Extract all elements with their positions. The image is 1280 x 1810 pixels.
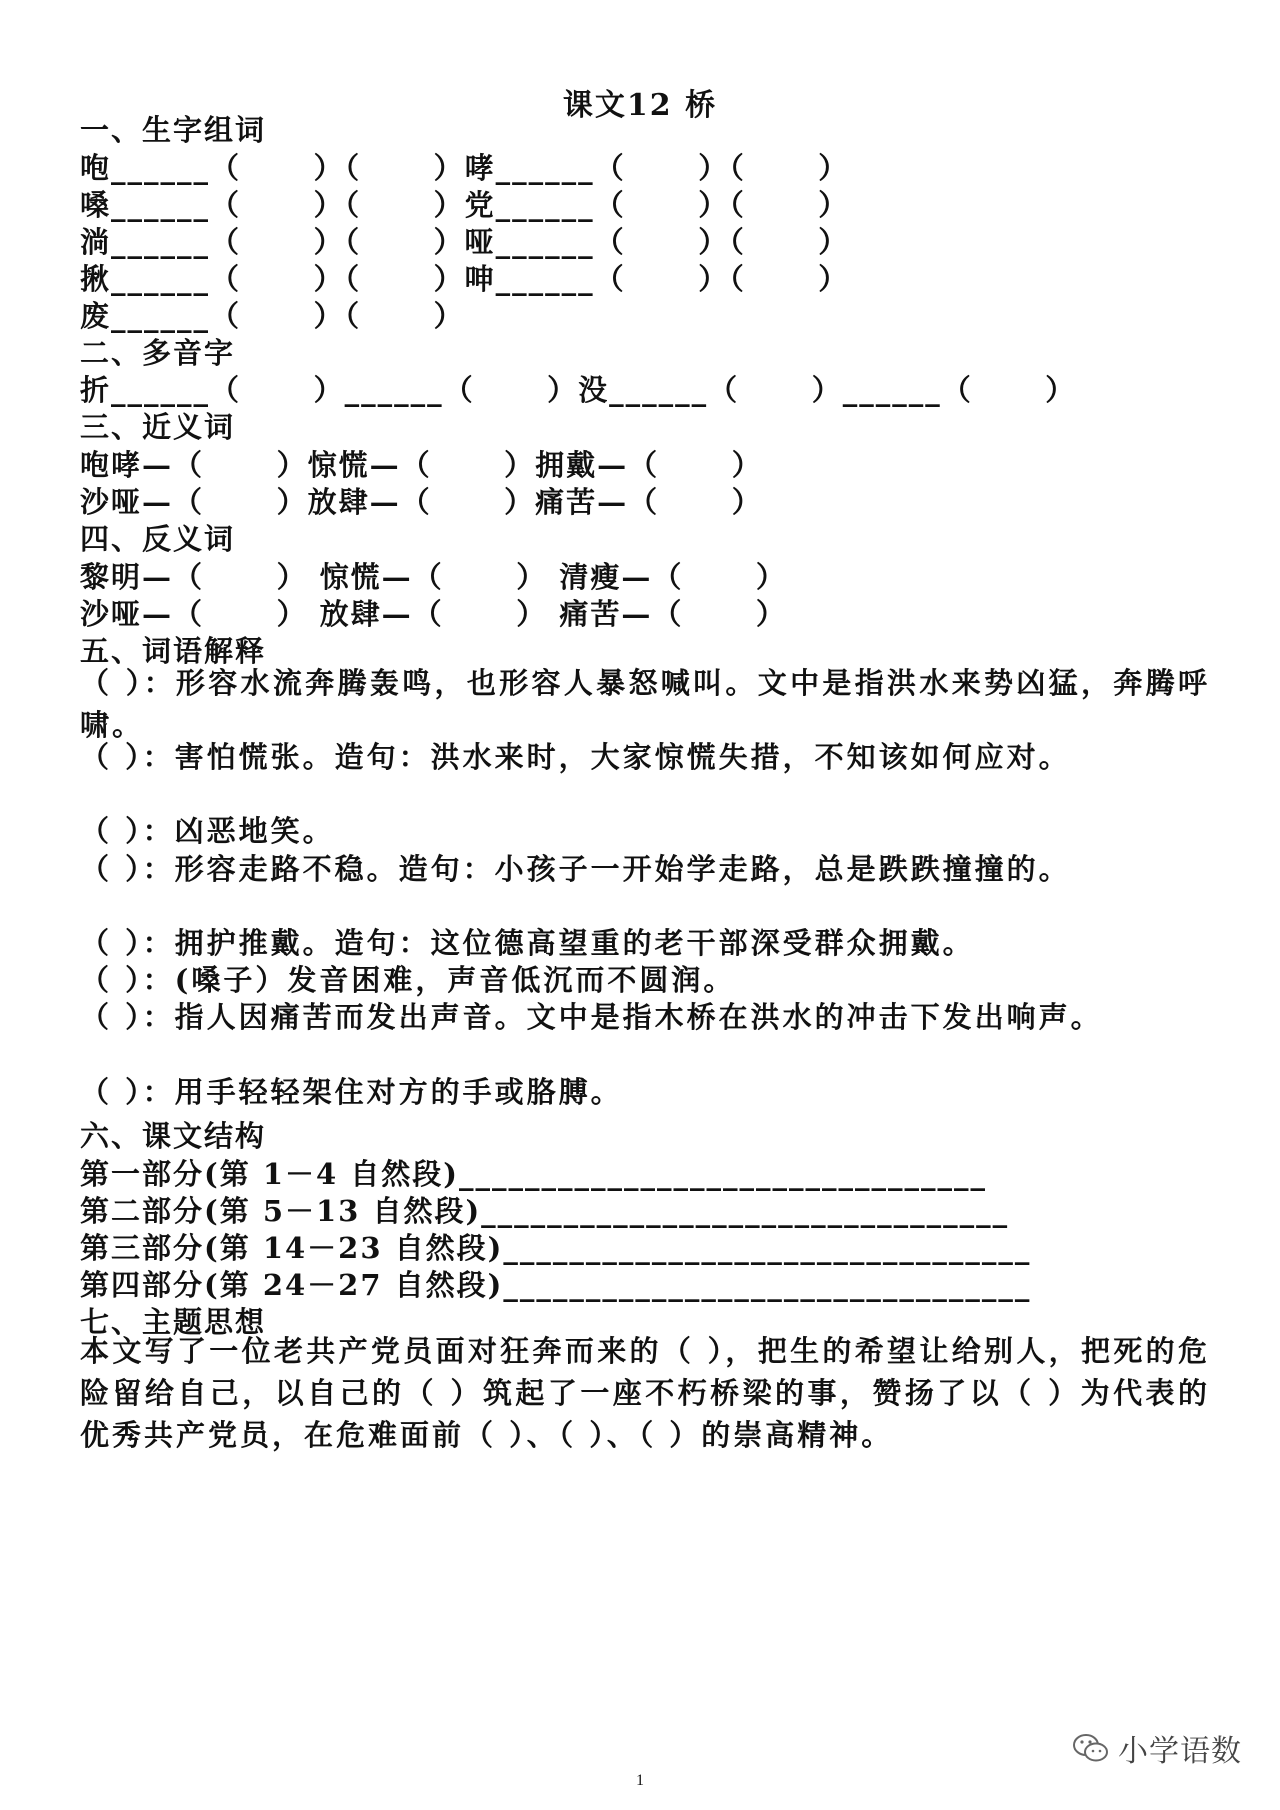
definition-item: （ ）：(嗓子）发音困难，声音低沉而不圆润。 — [80, 963, 736, 997]
definition-item: （ ）：害怕慌张。造句：洪水来时，大家惊慌失措，不知该如何应对。 — [80, 740, 1071, 774]
section-heading-theme: 七、主题思想 — [80, 1305, 267, 1339]
vocab-row: 嗓______（ ）（ ）党______（ ）（ ） — [80, 188, 850, 222]
vocab-row: 揪______（ ）（ ）呻______（ ）（ ） — [80, 262, 850, 296]
section-heading-polyphone: 二、多音字 — [80, 336, 236, 370]
page-number: 1 — [636, 1772, 644, 1789]
definition-item: （ ）：指人因痛苦而发出声音。文中是指木桥在洪水的冲击下发出响声。 — [80, 1000, 1103, 1034]
watermark-text: 小学语数 — [1118, 1734, 1242, 1769]
theme-paragraph: 本文写了一位老共产党员面对狂奔而来的（ ），把生的希望让给别人，把死的危险留给自己，以自己的（ ）筑起了一座不朽桥梁的事，赞扬了以（ ）为代表的优秀共产党员，在危难面前（ ）、（ ）、（ ）的崇高精神。 — [80, 1334, 1210, 1452]
definition-item: （ ）：用手轻轻架住对方的手或胳膊。 — [80, 1075, 623, 1109]
section-heading-definitions: 五、词语解释 — [80, 634, 267, 668]
section-heading-vocab: 一、生字组词 — [80, 113, 267, 147]
wechat-icon — [1072, 1732, 1110, 1764]
structure-row: 第四部分(第 24－27 自然段)________________________________ — [80, 1268, 1032, 1302]
antonym-row: 黎明—（ ） 惊慌—（ ） 清瘦—（ ） — [80, 560, 787, 594]
vocab-row: 淌______（ ）（ ）哑______（ ）（ ） — [80, 225, 850, 259]
antonym-row: 沙哑—（ ） 放肆—（ ） 痛苦—（ ） — [80, 597, 787, 631]
section-heading-antonyms: 四、反义词 — [80, 522, 236, 556]
structure-row: 第一部分(第 1－4 自然段)________________________________ — [80, 1157, 987, 1191]
definition-item: （ ）：形容走路不稳。造句：小孩子一开始学走路，总是跌跌撞撞的。 — [80, 852, 1071, 886]
synonym-row: 咆哮—（ ）惊慌—（ ）拥戴—（ ） — [80, 448, 763, 482]
synonym-row: 沙哑—（ ）放肆—（ ）痛苦—（ ） — [80, 485, 763, 519]
section-heading-structure: 六、课文结构 — [80, 1119, 267, 1153]
structure-row: 第二部分(第 5－13 自然段)________________________________ — [80, 1194, 1010, 1228]
page-title: 课文12 桥 — [562, 88, 718, 123]
watermark — [1072, 1728, 1242, 1768]
vocab-row: 废______（ ）（ ） — [80, 299, 465, 333]
definition-item: （ ）：拥护推戴。造句：这位德高望重的老干部深受群众拥戴。 — [80, 926, 975, 960]
vocab-row: 咆______（ ）（ ）哮______（ ）（ ） — [80, 151, 850, 185]
section-heading-synonyms: 三、近义词 — [80, 410, 236, 444]
definition-item: （ ）：形容水流奔腾轰鸣，也形容人暴怒喊叫。文中是指洪水来势凶猛，奔腾呼啸。 — [80, 666, 1210, 742]
definition-item: （ ）：凶恶地笑。 — [80, 814, 335, 848]
structure-row: 第三部分(第 14－23 自然段)________________________________ — [80, 1231, 1032, 1265]
polyphone-row: 折______（ ）______（ ）没______（ ）______（ ） — [80, 373, 1077, 407]
